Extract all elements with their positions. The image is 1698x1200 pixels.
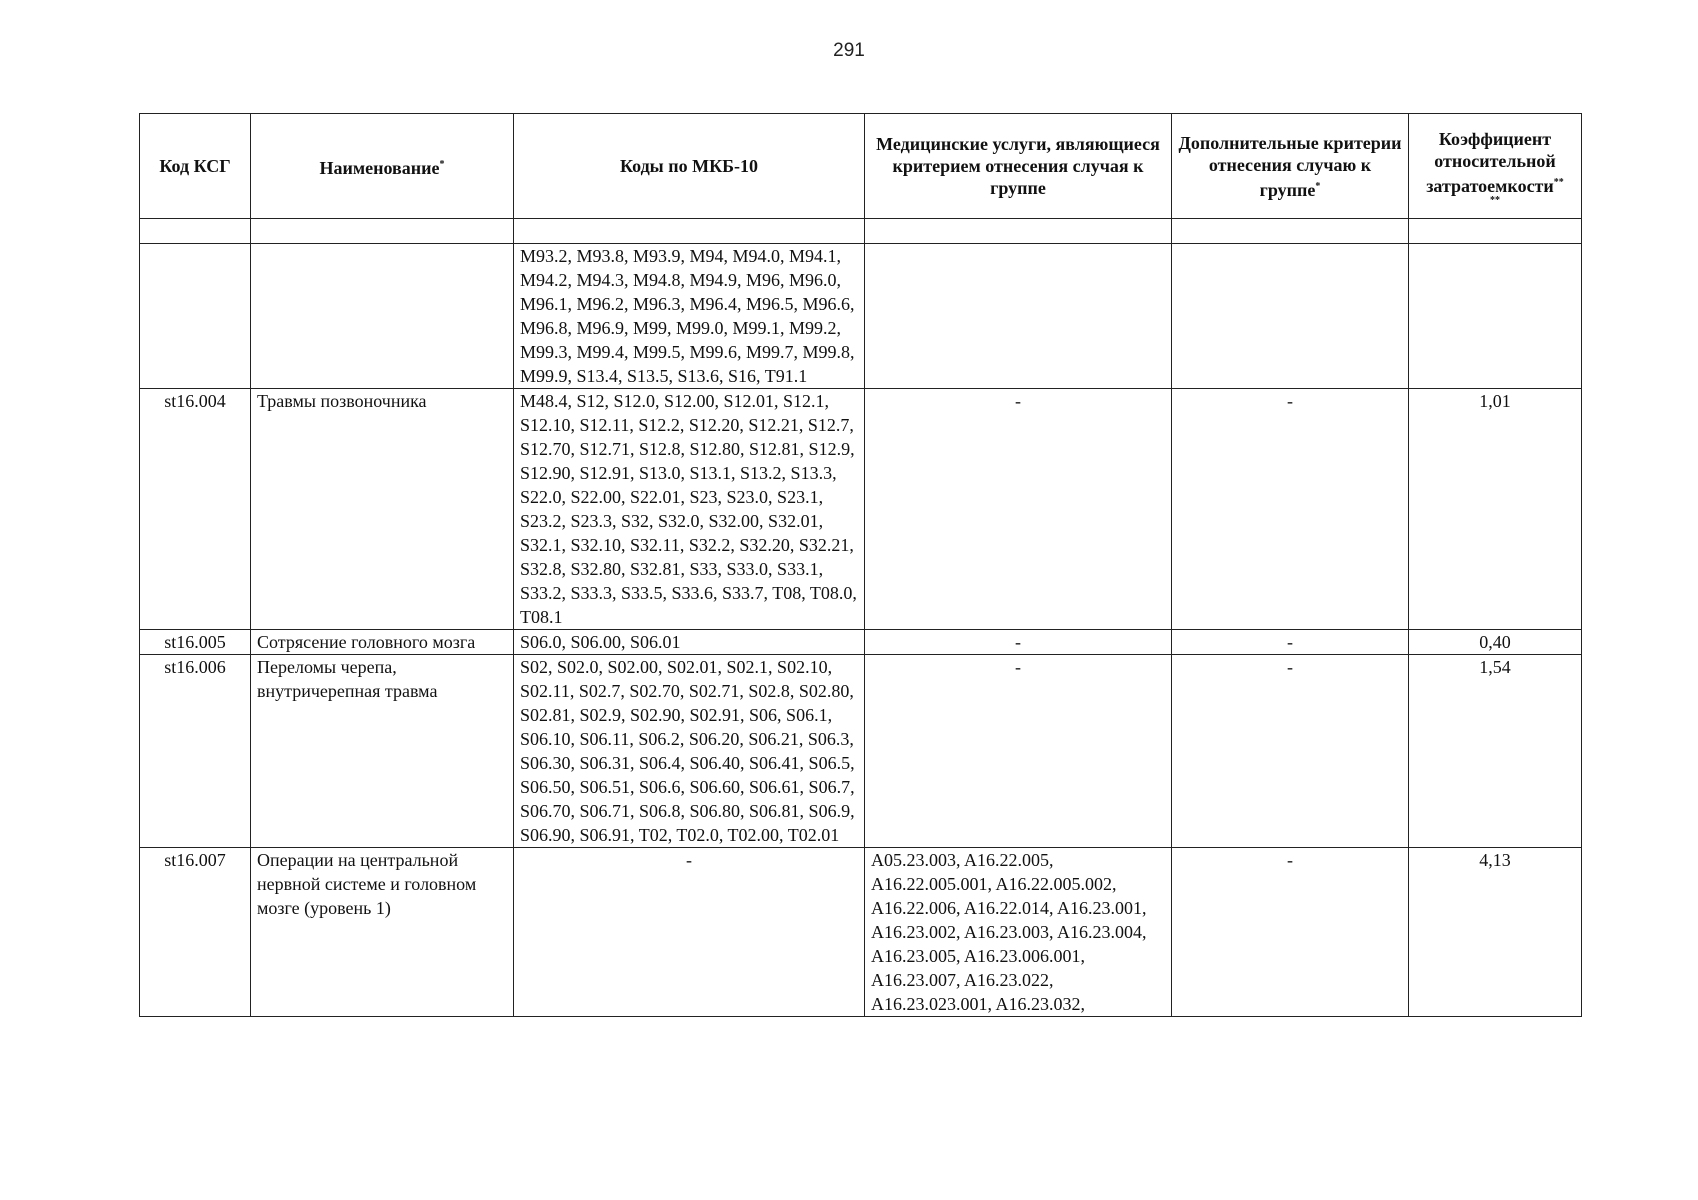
cell-extra: - [1172, 630, 1409, 655]
cell-extra [1172, 244, 1409, 389]
cell-services [865, 244, 1172, 389]
page-number: 291 [833, 40, 865, 61]
footnote-mark: ** [1490, 194, 1500, 206]
cell-icd: S06.0, S06.00, S06.01 [514, 630, 865, 655]
cell-name: Операции на центральной нервной системе и головном мозге (уровень 1) [251, 848, 514, 1017]
cell-services: A05.23.003, A16.22.005, A16.22.005.001, A16.22.005.002, A16.22.006, A16.22.014, A16.23.001, A16.23.002, A16.23.003, A16.23.004, A16.23.005, A16.23.006.001, A16.23.007, A16.23.022, A16.23.023.001, A16.23.032, [865, 848, 1172, 1017]
header-code: Код КСГ [140, 114, 251, 219]
table-row [140, 655, 1582, 848]
cell-code [140, 244, 251, 389]
cell-name [251, 244, 514, 389]
header-name: Наименование* [251, 114, 514, 219]
cell-extra: - [1172, 389, 1409, 630]
cell-name: Сотрясение головного мозга [251, 630, 514, 655]
cell-services: - [865, 389, 1172, 630]
cell-icd: S02, S02.0, S02.00, S02.01, S02.1, S02.10, S02.11, S02.7, S02.70, S02.71, S02.8, S02.80, S02.81, S02.9, S02.90, S02.91, S06, S06.1, S06.10, S06.11, S06.2, S06.20, S06.21, S06.3, S06.30, S06.31, S06.4, S06.40, S06.41, S06.5, S06.50, S06.51, S06.6, S06.60, S06.61, S06.7, S06.70, S06.71, S06.8, S06.80, S06.81, S06.9, S06.90, S06.91, T02, T02.0, T02.00, T02.01 [514, 655, 865, 848]
cell-coef [1409, 244, 1582, 389]
cell-icd: M48.4, S12, S12.0, S12.00, S12.01, S12.1, S12.10, S12.11, S12.2, S12.20, S12.21, S12.7, S12.70, S12.71, S12.8, S12.80, S12.81, S12.9, S12.90, S12.91, S13.0, S13.1, S13.2, S13.3, S22.0, S22.00, S22.01, S23, S23.0, S23.1, S23.2, S23.3, S32, S32.0, S32.00, S32.01, S32.1, S32.10, S32.11, S32.2, S32.20, S32.21, S32.8, S32.80, S32.81, S33, S33.0, S33.1, S33.2, S33.3, S33.5, S33.6, S33.7, T08, T08.0, T08.1 [514, 389, 865, 630]
cell-icd: M93.2, M93.8, M93.9, M94, M94.0, M94.1, M94.2, M94.3, M94.8, M94.9, M96, M96.0, M96.1, M96.2, M96.3, M96.4, M96.5, M96.6, M96.8, M96.9, M99, M99.0, M99.1, M99.2, M99.3, M99.4, M99.5, M99.6, M99.7, M99.8, M99.9, S13.4, S13.5, S13.6, S16, T91.1 [514, 244, 865, 389]
header-icd: Коды по МКБ-10 [514, 114, 865, 219]
cell-icd: - [514, 848, 865, 1017]
cell-code: st16.006 [140, 655, 251, 848]
cell-coef: 4,13 [1409, 848, 1582, 1017]
footnote-mark: * [439, 158, 445, 170]
cell-code: st16.007 [140, 848, 251, 1017]
cell-coef: 0,40 [1409, 630, 1582, 655]
header-coef: Коэффициент относительной затратоемкости** ** [1409, 114, 1582, 219]
cell-coef: 1,01 [1409, 389, 1582, 630]
cell-services: - [865, 655, 1172, 848]
cell-extra: - [1172, 655, 1409, 848]
table-row [140, 630, 1582, 655]
cell-code: st16.004 [140, 389, 251, 630]
footnote-mark: ** [1553, 176, 1564, 188]
header-extra: Дополнительные критерии отнесения случаю к группе* [1172, 114, 1409, 219]
cell-name: Переломы черепа, внутричерепная травма [251, 655, 514, 848]
table-row [140, 389, 1582, 630]
cell-extra: - [1172, 848, 1409, 1017]
cell-code: st16.005 [140, 630, 251, 655]
spacer-row [140, 219, 1582, 244]
cell-services: - [865, 630, 1172, 655]
cell-coef: 1,54 [1409, 655, 1582, 848]
header-services: Медицинские услуги, являющиеся критерием отнесения случая к группе [865, 114, 1172, 219]
table-row [140, 244, 1582, 389]
ksg-table [139, 113, 1582, 1017]
header-row [140, 114, 1582, 219]
footnote-mark: * [1315, 180, 1321, 192]
table-row [140, 848, 1582, 1017]
cell-name: Травмы позвоночника [251, 389, 514, 630]
